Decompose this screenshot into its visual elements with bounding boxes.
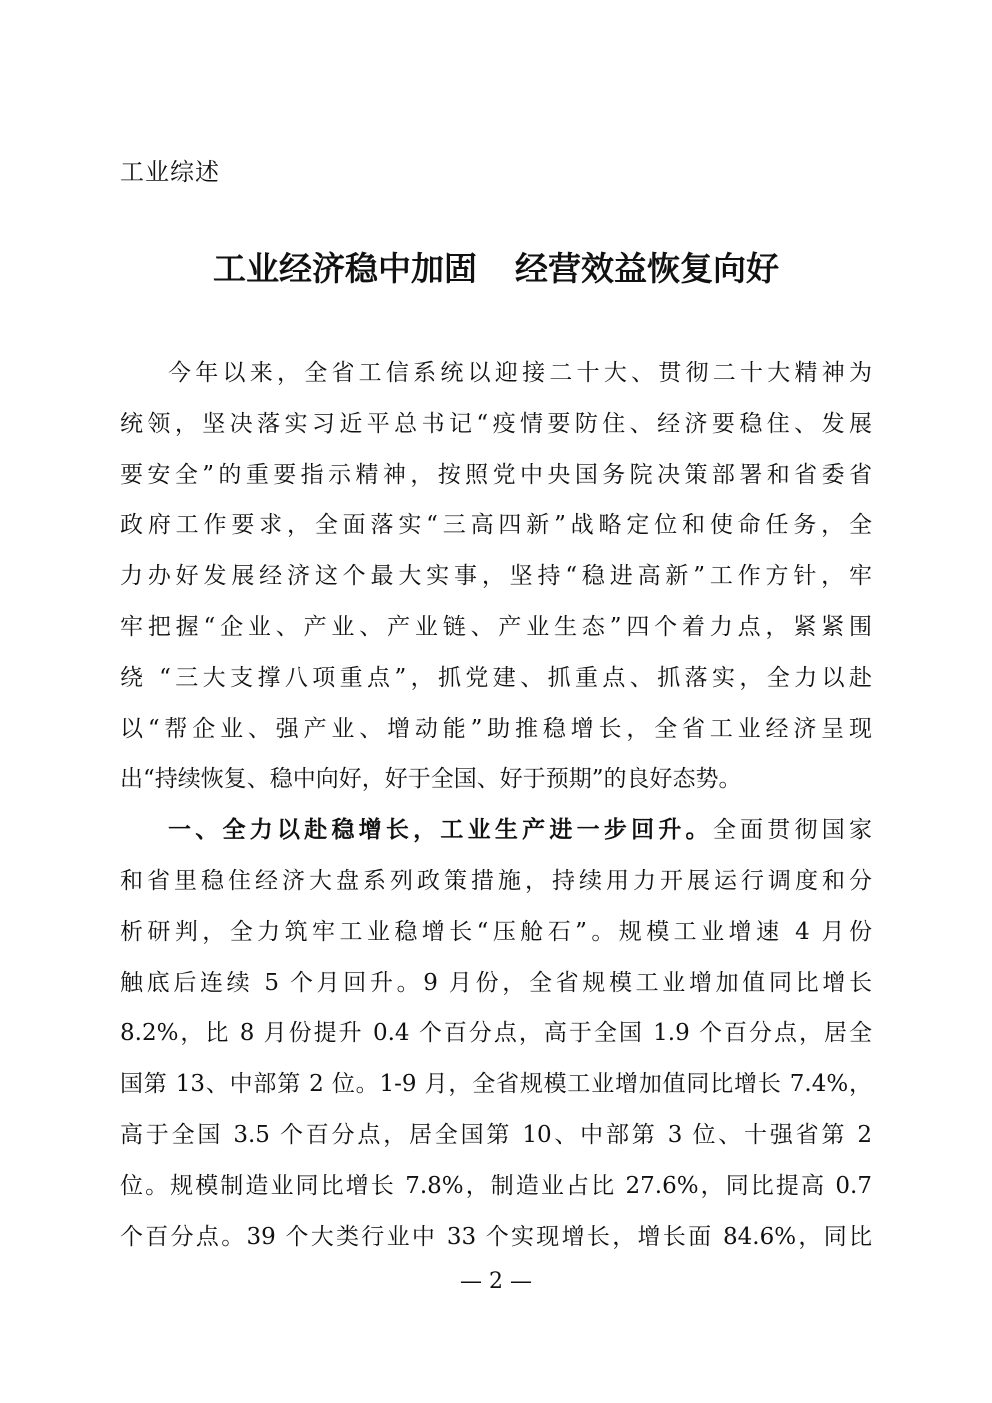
title-part-2: 经营效益恢复向好: [515, 249, 779, 288]
section-1-line: 位。规模制造业同比增长 7.8%，制造业占比 27.6%，同比提高 0.7: [120, 1172, 872, 1199]
section-label: 工业综述: [120, 158, 220, 186]
section-1-lead: 全面贯彻国家: [712, 817, 873, 844]
paragraph-1-line: 出“持续恢复、稳中向好，好于全国、好于预期”的良好态势。: [120, 766, 742, 793]
paragraph-1-line: 要安全”的重要指示精神，按照党中央国务院决策部署和省委省: [120, 461, 872, 488]
section-1-line: 国第 13、中部第 2 位。1-9 月，全省规模工业增加值同比增长 7.4%，: [120, 1071, 872, 1098]
title-part-1: 工业经济稳中加固: [213, 249, 477, 288]
paragraph-1-line: 绕 “三大支撑八项重点”，抓党建、抓重点、抓落实，全力以赴: [120, 664, 872, 691]
section-1-line: 析研判，全力筑牢工业稳增长“压舱石”。规模工业增速 4 月份: [120, 918, 872, 945]
section-1-line: 触底后连续 5 个月回升。9 月份，全省规模工业增加值同比增长: [120, 969, 872, 996]
section-1-line: 个百分点。39 个大类行业中 33 个实现增长，增长面 84.6%，同比: [120, 1223, 872, 1250]
section-1-first-line: [120, 805, 872, 856]
paragraph-1-line: 牢把握“企业、产业、产业链、产业生态”四个着力点，紧紧围: [120, 613, 872, 640]
paragraph-1-line: 今年以来，全省工信系统以迎接二十大、贯彻二十大精神为: [168, 360, 872, 386]
section-1-line: 8.2%，比 8 月份提升 0.4 个百分点，高于全国 1.9 个百分点，居全: [120, 1020, 872, 1047]
section-1-line: 高于全国 3.5 个百分点，居全国第 10、中部第 3 位、十强省第 2: [120, 1121, 872, 1148]
paragraph-1-line: 统领，坚决落实习近平总书记“疫情要防住、经济要稳住、发展: [120, 410, 872, 437]
paragraph-1-line: 政府工作要求，全面落实“三高四新”战略定位和使命任务，全: [120, 512, 872, 539]
section-1-line: 和省里稳住经济大盘系列政策措施，持续用力开展运行调度和分: [120, 867, 872, 894]
section-1-heading: 一、全力以赴稳增长，工业生产进一步回升。: [168, 817, 713, 844]
page-number: — 2 —: [460, 1269, 532, 1294]
body-text: [120, 348, 872, 1262]
document-title: [0, 246, 992, 292]
paragraph-1-line: 力办好发展经济这个最大实事，坚持“稳进高新”工作方针，牢: [120, 563, 872, 590]
paragraph-1-line: 以“帮企业、强产业、增动能”助推稳增长，全省工业经济呈现: [120, 715, 872, 742]
